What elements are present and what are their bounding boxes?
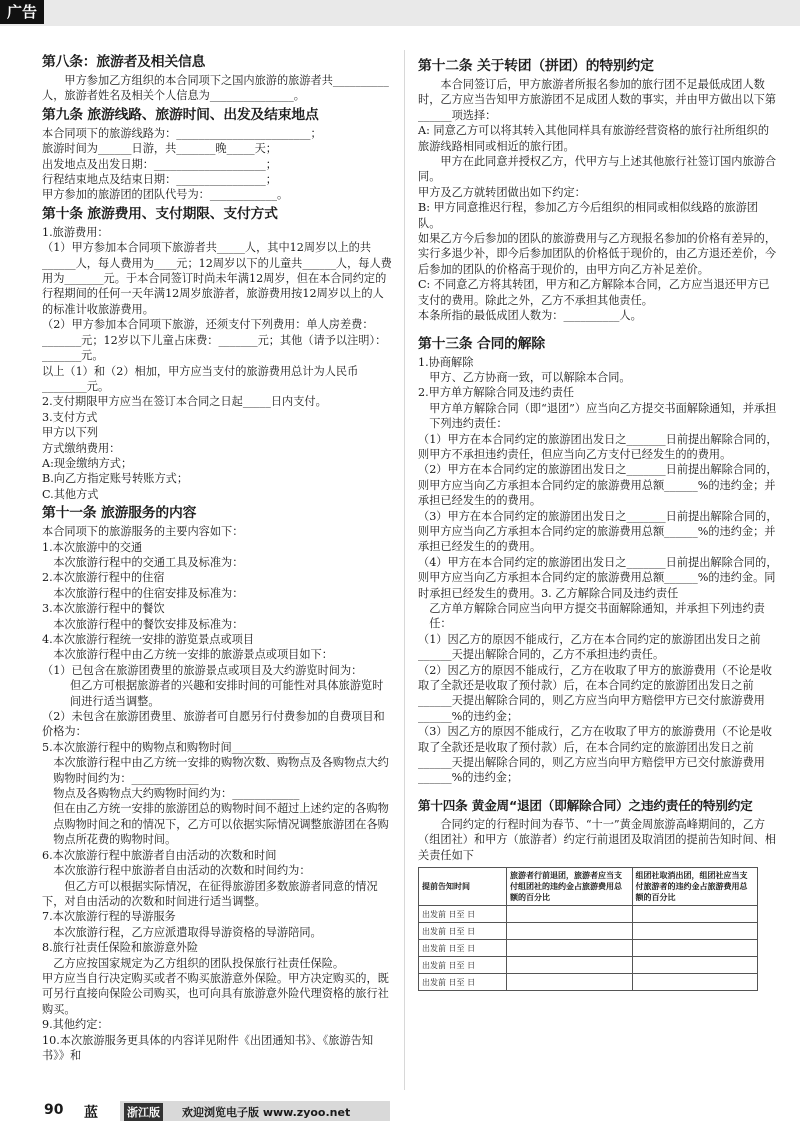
paragraph: （1）甲方在本合同约定的旅游团出发日之_______日前提出解除合同的，则甲方不承担违约责任，但应当向乙方支付已经发生的的费用。: [418, 432, 778, 461]
section-heading: 第十条 旅游费用、支付期限、支付方式: [42, 205, 278, 222]
table-row: [419, 957, 758, 974]
header-notice-time: 提前告知时间: [419, 868, 507, 906]
ad-label: 广告: [0, 0, 44, 24]
paragraph: （2）甲方在本合同约定的旅游团出发日之_______日前提出解除合同的，则甲方应当向乙方承担本合同约定的旅游费用总额______%的违约金；并承担已经发生的的费用。: [418, 463, 778, 508]
table-cell: [632, 957, 758, 974]
header-tourist-penalty: 旅游者行前退团，旅游者应当支付组团社的违约金占旅游费用总额的百分比: [507, 868, 633, 906]
magazine-name: 蓝: [84, 1105, 98, 1121]
paragraph: 甲方单方解除合同（即“退团”）应当向乙方提交书面解除通知，并承担下列违约责任：: [429, 401, 777, 431]
paragraph: 1.协商解除: [418, 355, 474, 369]
paragraph: 6.本次旅游行程中旅游者自由活动的次数和时间: [42, 848, 277, 862]
paragraph: 1.本次旅游中的交通: [42, 540, 143, 554]
paragraph: 甲方、乙方协商一致，可以解除本合同。: [429, 370, 631, 384]
paragraph: 10.本次旅游服务更具体的内容详见附件《出团通知书》、《旅游告知书》》和: [42, 1033, 374, 1062]
table-cell: [632, 974, 758, 991]
table-cell: [507, 906, 633, 923]
paragraph: 本合同项下的旅游线路为：________________________；: [42, 126, 322, 140]
paragraph: 物点及各购物点大约购物时间约为：____________: [53, 787, 300, 801]
table-cell: [632, 940, 758, 957]
paragraph: 本次旅游行程中由乙方统一安排的旅游景点或项目如下：: [53, 648, 333, 662]
paragraph: 本次旅游行程中的餐饮安排及标准为：: [53, 617, 244, 631]
table-cell: [507, 974, 633, 991]
paragraph: 旅游时间为______日游，共_______晚_____天；: [42, 142, 277, 156]
paragraph: 以上（1）和（2）相加，甲方应当支付的旅游费用总计为人民币________元。: [42, 364, 359, 393]
paragraph: 方式缴纳费用：: [42, 441, 121, 455]
paragraph: 甲方以下列: [42, 426, 98, 440]
paragraph: 本次旅游行程，乙方应派遣取得导游资格的导游陪同。: [53, 925, 322, 939]
paragraph: 7.本次旅游行程的导游服务: [42, 910, 176, 924]
paragraph: （1）因乙方的原因不能成行，乙方在本合同约定的旅游团出发日之前______天提出解除合同的，乙方不承担违约责任。: [418, 632, 761, 662]
paragraph: 甲方在此同意并授权乙方，代甲方与上述其他旅行社签订国内旅游合同。: [418, 155, 777, 184]
section-heading: 第九条 旅游线路、旅游时间、出发及结束地点: [42, 106, 319, 123]
paragraph: 本条所指的最低成团人数为：__________人。: [418, 309, 642, 323]
header-agency-penalty: 组团社取消出团，组团社应当支付旅游者的违约金占旅游费用总额的百分比: [632, 868, 758, 906]
paragraph: 本次旅游行程中的交通工具及标准为：: [53, 555, 244, 569]
section-heading: 第十四条 黄金周“退团（即解除合同）之违约责任的特别约定: [418, 797, 753, 813]
top-bar: [0, 0, 800, 26]
table-cell: [632, 906, 758, 923]
paragraph: B.向乙方指定账号转账方式；: [42, 472, 189, 486]
paragraph: （1）甲方参加本合同项下旅游者共_____人，其中12周岁以上的共______人，每人费用为____元；12周岁以下的儿童共______人，每人费用为_______元。于本合同签订时尚未年满12周岁，但在本合同约定的行程期间的任何一天年满12周岁旅游者，旅游费用按12周岁以上的人的标准计收旅游费用。: [42, 241, 392, 316]
site-link[interactable]: 欢迎浏览电子版 www.zyoo.net: [182, 1106, 351, 1119]
table-row: [419, 906, 758, 923]
paragraph: 本次旅游行程中旅游者自由活动的次数和时间约为：: [53, 864, 311, 878]
paragraph: 乙方单方解除合同应当向甲方提交书面解除通知，并承担下列违约责任：: [429, 602, 765, 631]
table-cell: [507, 923, 633, 940]
paragraph: （2）因乙方的原因不能成行，乙方在收取了甲方的旅游费用（不论是收取了全款还是收取了预付款）后，在本合同约定的旅游团出发日之前______天提出解除合同的，则乙方应当向甲方赔偿甲方已交付旅游费用______%的违约金；: [418, 663, 772, 723]
paragraph: 但乙方可根据旅游者的兴趣和安排时间的可能性对具体旅游览时间进行适当调整。: [70, 679, 384, 708]
paragraph: 如果乙方今后参加的团队的旅游费用与乙方现报名参加的价格有差异的，实行多退少补，即今后参加团队的价格低于现价的，由乙方退还差价，今后参加的团队的价格高于现价的，由甲方向乙方补足差价。: [418, 232, 777, 276]
table-cell: [507, 940, 633, 957]
paragraph: B: 甲方同意推迟行程，参加乙方今后组织的相同或相似线路的旅游团队。: [418, 201, 758, 230]
paragraph: 本次旅游行程中由乙方统一安排的购物次数、购物点及各购物点大约购物时间约为：____________: [53, 756, 389, 785]
paragraph: 本次旅游行程中的住宿安排及标准为：: [53, 586, 244, 600]
paragraph: 1.旅游费用：: [42, 225, 109, 239]
left-column: [42, 52, 394, 1063]
paragraph: 本合同项下的旅游服务的主要内容如下：: [42, 525, 244, 539]
right-column-body: [418, 56, 780, 863]
section-heading: 第八条：旅游者及相关信息: [42, 54, 206, 70]
penalty-table: [418, 867, 758, 991]
paragraph: 3.支付方式: [42, 410, 98, 424]
section-heading: 第十三条 合同的解除: [418, 335, 545, 352]
table-cell: 出发前 日至 日: [419, 974, 507, 991]
paragraph: C.其他方式: [42, 487, 99, 501]
table-cell: 出发前 日至 日: [419, 923, 507, 940]
paragraph: 2.支付期限甲方应当在签订本合同之日起_____日内支付。: [42, 395, 327, 409]
paragraph: 5.本次旅游行程中的购物点和购物时间______________: [42, 740, 310, 754]
paragraph: 乙方应按国家规定为乙方组织的团队投保旅行社责任保险。: [53, 956, 345, 970]
paragraph: 行程结束地点及结束日期：________________；: [42, 173, 277, 187]
section-heading: 第十二条 关于转团（拼团）的特别约定: [418, 58, 654, 74]
table-cell: [632, 923, 758, 940]
edition-badge: 浙江版: [124, 1103, 163, 1121]
paragraph: 本合同签订后，甲方旅游者所报名参加的旅行团不足最低成团人数时，乙方应当告知甲方旅游团不足成团人数的事实，并由甲方做出以下第______项选择：: [418, 78, 777, 122]
paragraph: 但乙方可以根据实际情况，在征得旅游团多数旅游者同意的情况下，对自由活动的次数和时间进行适当调整。: [42, 879, 378, 908]
paragraph: 甲方及乙方就转团做出如下约定：: [418, 185, 586, 199]
table-row: [419, 974, 758, 991]
paragraph: A:现金缴纳方式；: [42, 456, 133, 470]
table-cell: 出发前 日至 日: [419, 957, 507, 974]
column-divider: [404, 50, 405, 1090]
paragraph: 8.旅行社责任保险和旅游意外险: [42, 941, 199, 955]
paragraph: 2.甲方单方解除合同及违约责任: [418, 386, 575, 400]
paragraph: 甲方参加的旅游团的团队代号为：____________。: [42, 188, 289, 202]
page-number: 90: [44, 1102, 64, 1118]
paragraph: C: 不同意乙方将其转团，甲方和乙方解除本合同，乙方应当退还甲方已支付的费用。除此之外，乙方不承担其他责任。: [418, 278, 770, 307]
table-body: [419, 906, 758, 991]
paragraph: 2.本次旅游行程中的住宿: [42, 571, 165, 585]
table-header-row: [419, 868, 758, 906]
paragraph: （3）因乙方的原因不能成行，乙方在收取了甲方的旅游费用（不论是收取了全款还是收取了预付款）后，在本合同约定的旅游团出发日之前______天提出解除合同的，则乙方应当向甲方赔偿甲方已交付旅游费用______%的违约金；: [418, 725, 772, 785]
table-row: [419, 923, 758, 940]
paragraph: （3）甲方在本合同约定的旅游团出发日之_______日前提出解除合同的，则甲方应当向乙方承担本合同约定的旅游费用总额______%的违约金；并承担已经发生的的费用。: [418, 509, 778, 554]
paragraph: （2）甲方参加本合同项下旅游，还须支付下列费用：单人房差费：_______元；12岁以下儿童占床费：_______元；其他（请予以注明）：_______元。: [42, 318, 387, 363]
table-row: [419, 940, 758, 957]
section-heading: 第十一条 旅游服务的内容: [42, 505, 197, 522]
right-column: [418, 52, 780, 991]
paragraph: 出发地点及出发日期：____________________；: [42, 157, 277, 171]
paragraph: 合同约定的行程时间为春节、“十一”黄金周旅游高峰期间的，乙方（组团社）和甲方（旅游者）约定行前退团及取消团的提前告知时间、相关责任如下: [418, 817, 777, 862]
paragraph: （2）未包含在旅游团费里、旅游者可自愿另行付费参加的自费项目和价格为：: [42, 710, 385, 739]
paragraph: A: 同意乙方可以将其转入其他同样具有旅游经营资格的旅行社所组织的旅游线路相同或相近的旅行团。: [418, 124, 770, 153]
paragraph: 甲方应当自行决定购买或者不购买旅游意外保险。甲方决定购买的，既可另行直接向保险公司购买，也可向具有旅游意外险代理资格的旅行社购买。: [42, 971, 389, 1016]
footer: [0, 1098, 800, 1123]
table-cell: 出发前 日至 日: [419, 906, 507, 923]
paragraph: 3.本次旅游行程中的餐饮: [42, 602, 165, 616]
paragraph: 甲方参加乙方组织的本合同项下之国内旅游的旅游者共__________人，旅游者姓名及相关个人信息为_______________。: [42, 74, 389, 103]
paragraph: （4）甲方在本合同约定的旅游团出发日之_______日前提出解除合同的，则甲方应当向乙方承担本合同约定的旅游费用总额______%的违约金。同时承担已经发生的费用。3. 乙方解除合同及违约责任: [418, 555, 778, 600]
paragraph: 9.其他约定：: [42, 1018, 109, 1032]
paragraph: 4.本次旅游行程统一安排的游览景点或项目: [42, 633, 255, 646]
table-cell: [507, 957, 633, 974]
paragraph: 但在由乙方统一安排的旅游团总的购物时间不超过上述约定的各购物点购物时间之和的情况下，乙方可以依据实际情况调整旅游团在各购物点所花费的购物时间。: [53, 802, 389, 847]
table-cell: 出发前 日至 日: [419, 940, 507, 957]
paragraph: （1）已包含在旅游团费里的旅游景点或项目及大约游览时间为：: [42, 663, 363, 677]
